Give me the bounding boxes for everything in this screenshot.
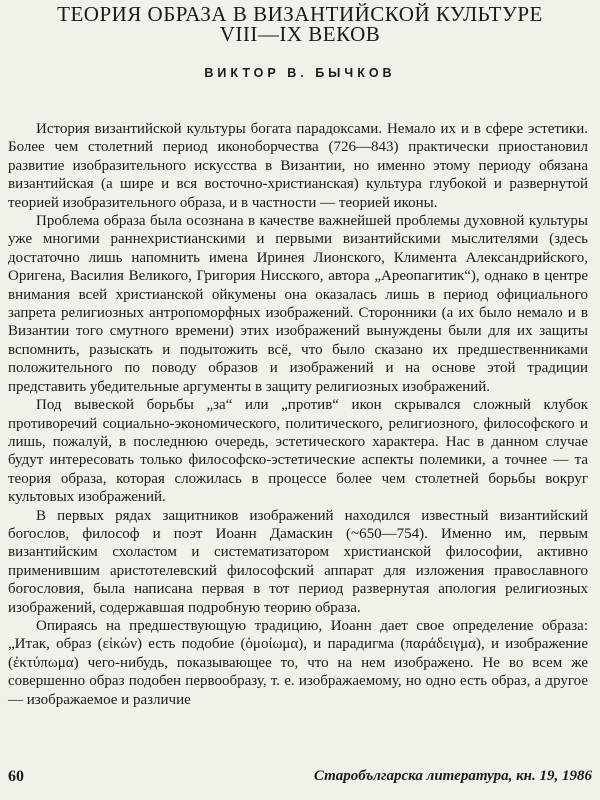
page-number: 60 [8,768,24,785]
article-title-line1: ТЕОРИЯ ОБРАЗА В ВИЗАНТИЙСКОЙ КУЛЬТУРЕ [57,2,543,26]
journal-reference: Старобългарска литература, кн. 19, 1986 [313,768,592,784]
paragraph-1: История византийской культуры богата парадоксами. Немало их и в сфере эстетики. Более чем столетний период иконоборчества (726—843) практически приостановил развитие изобразительного искусства в Византии, но именно этому периоду обязана византийская (а шире и вся восточно-христианская) культура глубокой и развернутой теорией изобразительного образа, и в частности — теорией иконы. [8,121,588,211]
article-title-line2: VIII—IX ВЕКОВ [219,22,381,46]
article-author: ВИКТОР В. БЫЧКОВ [204,66,396,80]
paragraph-3: Под вывеской борьбы „за“ или „против“ икон скрывался сложный клубок противоречий социально-экономического, политического, религиозного, философского и лишь, пожалуй, в последнюю очередь, эстетического характера. Нас в данном случае будут интересовать только философско-эстетические аспекты полемики, а точнее — та теория образа, которая сложилась в процессе более чем столетней борьбы вокруг культовых изображений. [8,397,588,506]
paragraph-5: Опираясь на предшествующую традицию, Иоанн дает свое определение образа: „Итак, образ (εἰκών) есть подобие (ὁμοίωμα), и парадигма (παράδειγμα), и изображение (ἐκτύπωμα) чего-нибудь, показывающее то, что на нем изображено. Не во всем же совершенно образ подобен первообразу, т. е. изображаемому, но одно есть образ, а другое — изображаемое и различие [8,617,588,708]
paragraph-2: Проблема образа была осознана в качестве важнейшей проблемы духовной культуры уже многими раннехристианскими и первыми византийскими мыслителями (здесь достаточно лишь напомнить имена Иринея Лионского, Климента Александрийского, Оригена, Василия Великого, Григория Нисского, автора „Ареопагитик“), однако в центре внимания всей христианской ойкумены она оказалась лишь в период официального запрета религиозных антропоморфных изображений. Сторонники (а их было немало и в Византии того смутного времени) этих изображений вынуждены были для их защиты вспомнить, разыскать и подытожить всё, что было сказано их предшественниками положительного по поводу образов и изображений и на основе этой традиции представить убедительные аргументы в защиту религиозных изображений. [8,213,588,395]
paragraph-4: В первых рядах защитников изображений находился известный византийский богослов, философ и поэт Иоанн Дамаскин (~650—754). Именно им, первым византийским схоластом и систематизатором христианской философии, активно применившим аристотелевский философский аппарат для изложения православного богословия, была написана первая в тот период развернутая апология религиозных изображений, содержавшая подробную теорию образа. [8,507,588,616]
article-body [8,120,588,709]
